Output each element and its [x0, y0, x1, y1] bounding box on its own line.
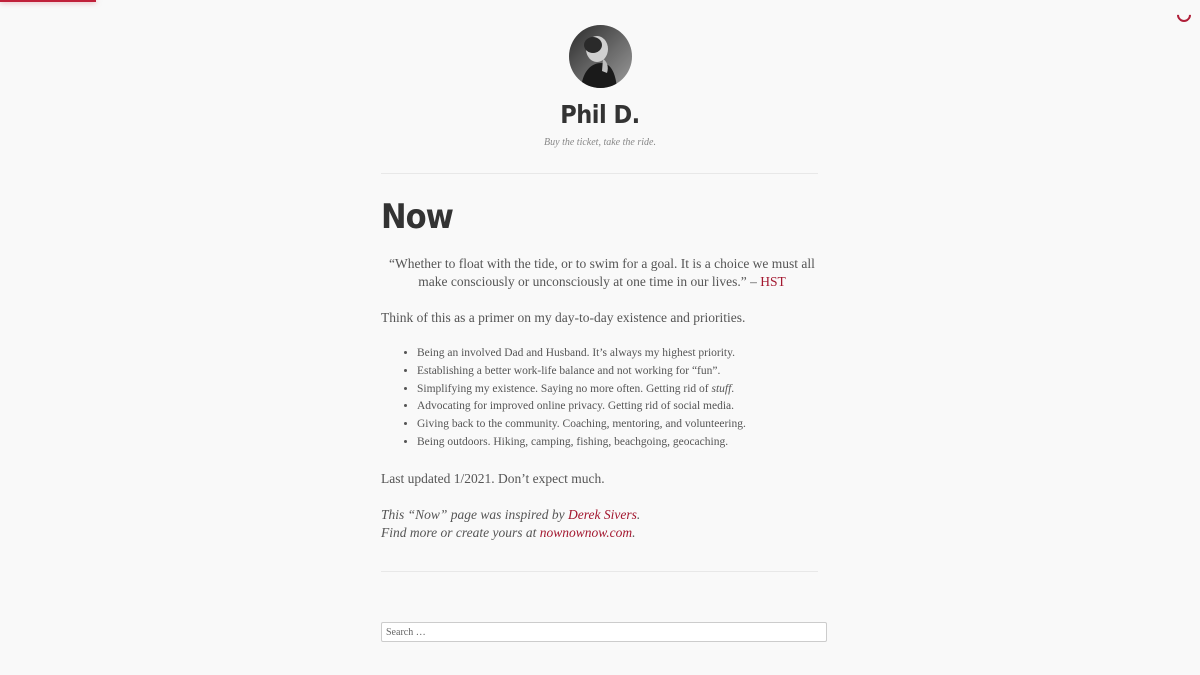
list-item: • Being an involved Dad and Husband. It’s always my highest priority.: [417, 345, 823, 363]
derek-sivers-link[interactable]: Derek Sivers: [568, 506, 637, 522]
search-input[interactable]: [381, 622, 827, 642]
loading-progress-bar: [0, 0, 96, 2]
header-divider: [381, 173, 818, 174]
content-divider: [381, 571, 818, 572]
emphasis-stuff: stuff: [711, 382, 732, 395]
nownownow-link[interactable]: nownownow.com: [539, 524, 633, 540]
list-item: • Giving back to the community. Coaching, mentoring, and volunteering.: [417, 416, 823, 434]
intro-paragraph: Think of this as a primer on my day-to-day existence and priorities.: [381, 310, 746, 325]
priorities-list: [381, 345, 823, 452]
quote-author-link[interactable]: HST: [760, 274, 786, 289]
avatar[interactable]: [569, 25, 632, 88]
main-content: [381, 196, 823, 542]
list-item: • Simplifying my existence. Saying no more often. Getting rid of stuff.: [417, 381, 823, 399]
last-updated: Last updated 1/2021. Don’t expect much.: [381, 470, 605, 486]
page-title: Now: [381, 197, 453, 237]
site-title[interactable]: Phil D.: [560, 100, 640, 129]
site-tagline: Buy the ticket, take the ride.: [544, 137, 656, 148]
site-header: [0, 0, 1200, 148]
list-item: • Advocating for improved online privacy. Getting rid of social media.: [417, 398, 823, 416]
list-item: • Establishing a better work-life balance and not working for “fun”.: [417, 363, 823, 381]
list-item: • Being outdoors. Hiking, camping, fishing, beachgoing, geocaching.: [417, 434, 823, 452]
quote-text: “Whether to float with the tide, or to swim for a goal. It is a choice we must all make consciously or unconsciously at one time in our lives.” –: [389, 256, 815, 289]
inspiration-note: This “Now” page was inspired by Derek Sivers. Find more or create yours at nownownow.com.: [381, 506, 641, 540]
quote: [381, 255, 823, 291]
